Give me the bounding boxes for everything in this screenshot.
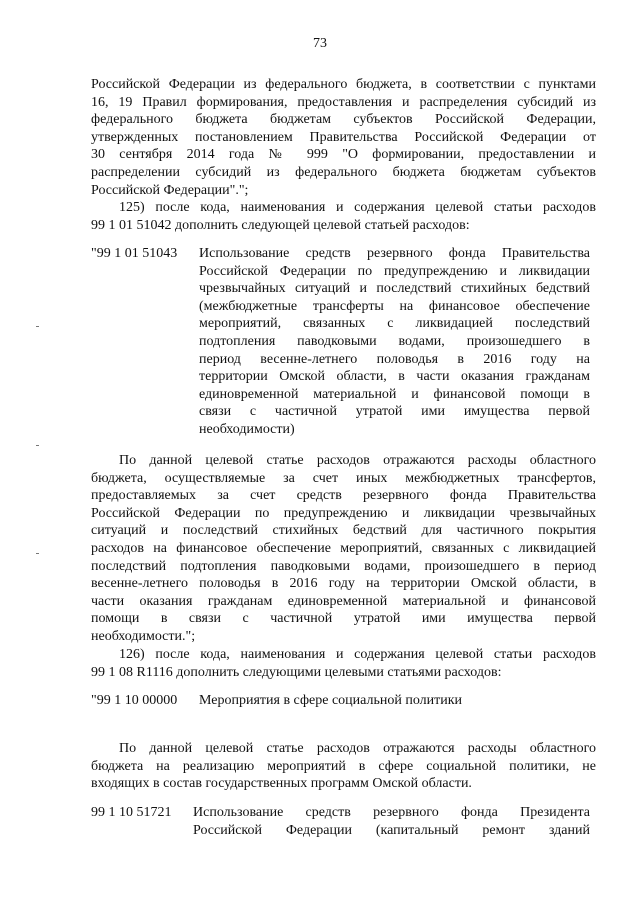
text-line: подтопления паводковыми водами, произошедшего в [199, 333, 590, 349]
text-line: Использование средств резервного фонда Правительства [199, 246, 590, 261]
text-line: Российской Федерации (капитальный ремонт зданий [193, 822, 590, 838]
scan-artifact [36, 445, 39, 446]
budget-code-description: Мероприятия в сфере социальной политики [199, 693, 463, 708]
text-line: 30 сентября 2014 года № 999 "О формировании, предоставлении и [91, 147, 596, 163]
text-line: 99 1 01 51042 дополнить следующей целевой статьей расходов: [91, 217, 470, 233]
text-line: единовременной материальной и финансовой помощи в [199, 386, 590, 402]
text-line: входящих в состав государственных программ Омской области. [91, 776, 472, 792]
text-line: связи с частичной утратой ими имущества первой [199, 404, 590, 420]
text-line: утвержденных постановлением Правительства Российской Федерации от [91, 129, 596, 145]
text-line: необходимости) [199, 421, 295, 437]
text-line: мероприятий, связанных с ликвидацией последствий [199, 316, 590, 332]
text-line: По данной целевой статье расходов отражаются расходы областного [119, 453, 596, 468]
budget-code: "99 1 10 00000 [91, 693, 178, 708]
scan-artifact [36, 326, 39, 327]
text-line: территории Омской области, в части оказания гражданам [199, 369, 590, 385]
text-line: последствий подтопления паводковыми водами, произошедшего в период [91, 558, 596, 574]
text-line: необходимости."; [91, 628, 196, 644]
text-line: части оказания гражданам единовременной материальной и финансовой [91, 593, 596, 609]
text-line: (межбюджетные трансферты на финансовое обеспечение [199, 298, 590, 314]
text-line: По данной целевой статье расходов отражаются расходы областного [119, 741, 596, 756]
text-line: Российской Федерации"."; [91, 182, 249, 198]
text-line: распределении субсидий из федерального бюджета бюджетам субъектов [91, 164, 596, 180]
text-line: расходов на финансовое обеспечение мероприятий, связанных с ликвидацией [91, 540, 596, 556]
paragraph-item-125 [91, 199, 596, 234]
paragraph-continuation [91, 76, 596, 199]
text-line: федерального бюджета бюджетам субъектов Российской Федерации, [91, 112, 596, 128]
budget-code: "99 1 01 51043 [91, 246, 178, 261]
paragraph-explanation-2 [91, 740, 596, 793]
paragraph-explanation-1 [91, 452, 596, 646]
text-line: ситуаций и последствий стихийных бедствий для частичного покрытия [91, 523, 596, 539]
text-line: помощи в связи с частичной утратой ими имущества первой [91, 611, 596, 627]
text-line: период весенне-летнего половодья в 2016 году на [199, 351, 590, 367]
text-line: предоставляемых за счет средств резервного фонда Правительства [91, 488, 596, 504]
text-line: Российской Федерации по предупреждению и ликвидации [199, 263, 590, 279]
text-line: 125) после кода, наименования и содержания целевой статьи расходов [119, 200, 596, 215]
text-line: 126) после кода, наименования и содержания целевой статьи расходов [119, 647, 596, 662]
budget-code-description [193, 804, 590, 839]
page-number: 73 [313, 36, 327, 51]
paragraph-item-126 [91, 646, 596, 681]
budget-code: 99 1 10 51721 [91, 805, 172, 820]
text-line: Российской Федерации из федерального бюджета, в соответствии с пунктами [91, 77, 596, 92]
text-line: Использование средств резервного фонда Президента [193, 805, 590, 820]
scan-artifact [36, 553, 39, 554]
text-line: бюджета на реализацию мероприятий в сфере социальной политики, не [91, 758, 596, 774]
text-line: 16, 19 Правил формирования, предоставления и распределения субсидий из [91, 94, 596, 110]
text-line: Российской Федерации по предупреждению и ликвидации чрезвычайных [91, 505, 596, 521]
text-line: бюджета, осуществляемые за счет иных межбюджетных трансфертов, [91, 470, 596, 486]
text-line: чрезвычайных ситуаций и последствий стихийных бедствий [199, 281, 590, 297]
budget-code-description [199, 245, 590, 439]
text-line: весенне-летнего половодья в 2016 году на территории Омской области, в [91, 576, 596, 592]
text-line: 99 1 08 R1116 дополнить следующими целевыми статьями расходов: [91, 664, 502, 680]
